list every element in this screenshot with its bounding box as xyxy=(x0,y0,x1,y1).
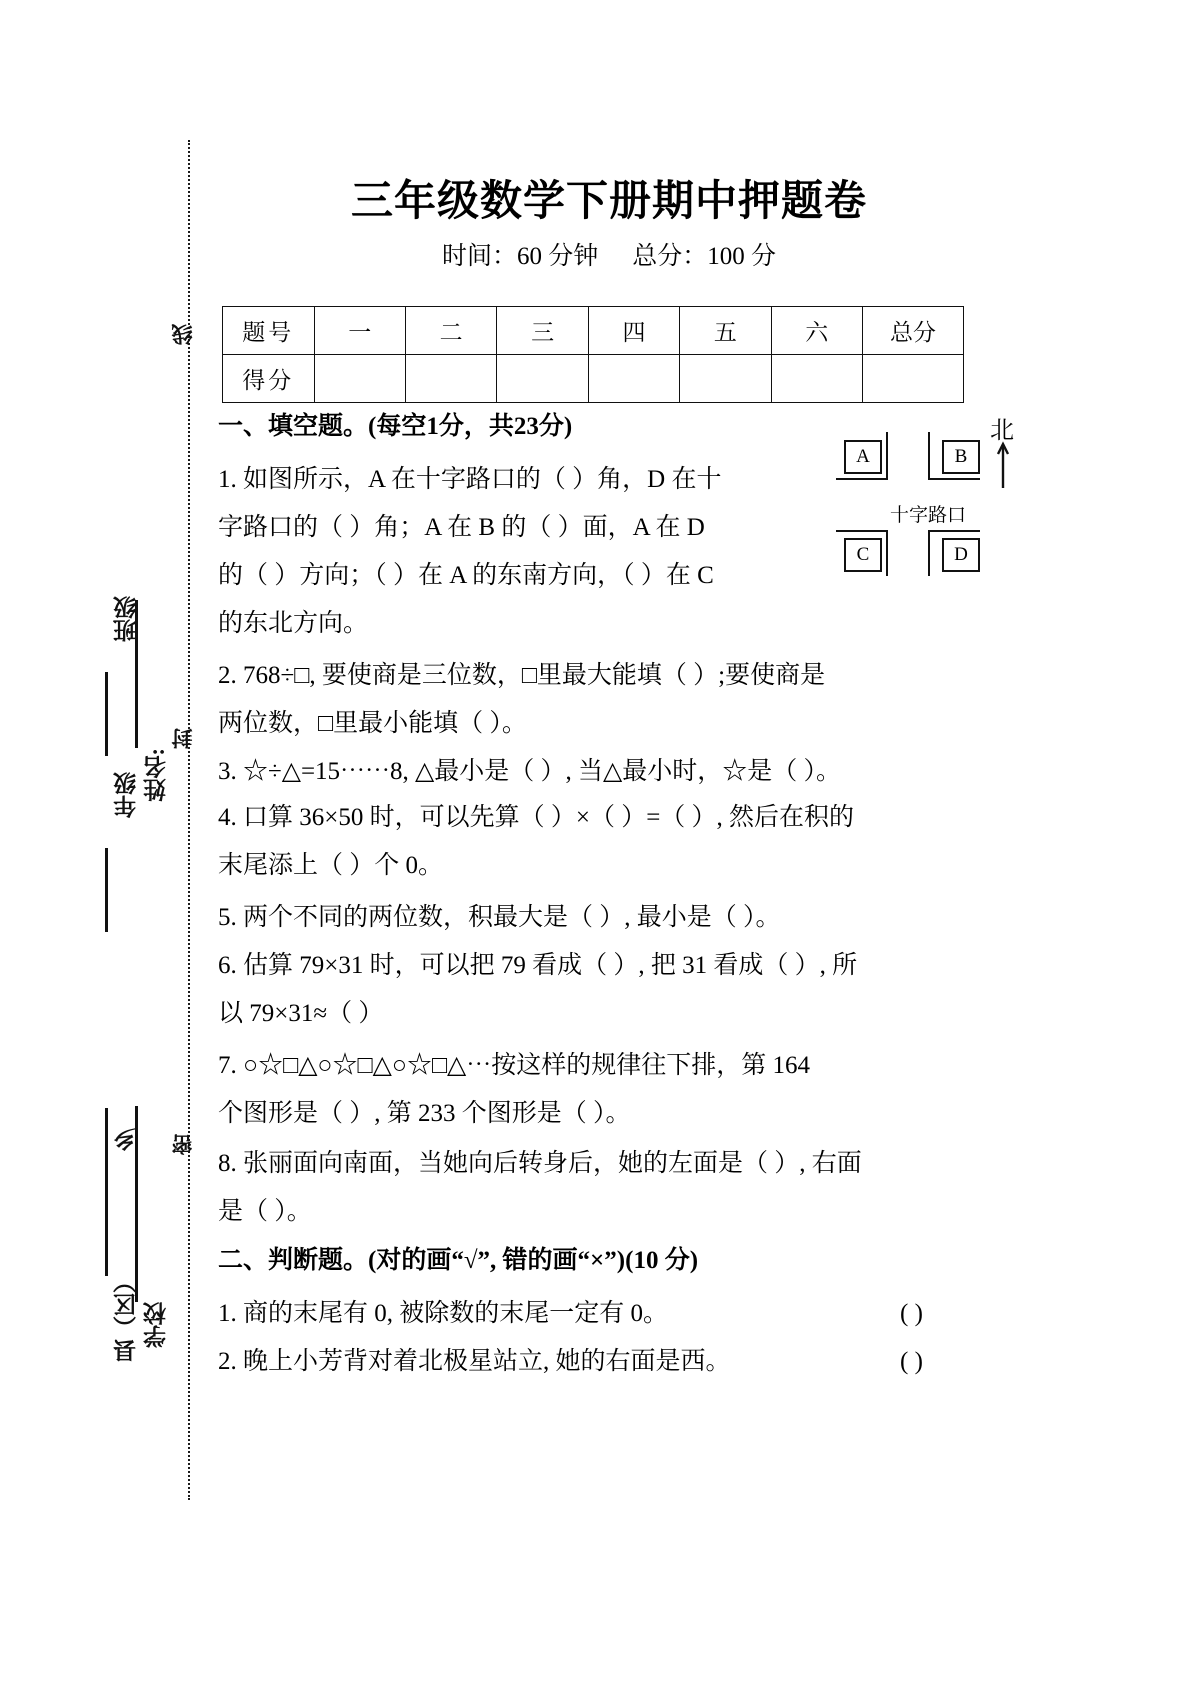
page-title: 三年级数学下册期中押题卷 xyxy=(350,179,867,225)
score-cell-2[interactable] xyxy=(405,355,496,403)
score-table-row-label-score: 得分 xyxy=(223,355,315,403)
table-row-header xyxy=(223,307,964,355)
table-row-score xyxy=(223,355,964,403)
question-1-line-2: 字路口的（ ）角；A 在 B 的（ ）面，A 在 D xyxy=(218,514,705,541)
question-8-line-1: 8. 张丽面向南面，当她向后转身后，她的左面是（ ）, 右面 xyxy=(218,1150,862,1177)
field-rule-school xyxy=(135,1106,138,1302)
score-col-4: 四 xyxy=(588,307,679,355)
figure-caption: 十字路口 xyxy=(889,505,966,526)
north-label: 北 xyxy=(990,418,1014,444)
field-rule-name xyxy=(135,600,138,748)
question-6-line-1: 6. 估算 79×31 时，可以把 79 看成（ ）, 把 31 看成（ ）, 所 xyxy=(218,952,858,979)
seal-mark-line: 线 xyxy=(171,322,195,345)
exam-meta xyxy=(214,236,1004,272)
score-cell-total[interactable] xyxy=(863,355,964,403)
field-rule-township xyxy=(105,1192,108,1276)
field-label-class: 班级 xyxy=(114,596,139,642)
block-label-d: D xyxy=(942,538,980,572)
field-label-county: 县（区） xyxy=(114,1270,139,1362)
field-label-grade: 年级 xyxy=(114,772,139,818)
field-rule-grade xyxy=(105,848,108,932)
total-score-label: 总分：100 分 xyxy=(632,243,777,270)
seal-margin xyxy=(0,0,200,1684)
score-table xyxy=(222,306,964,403)
field-label-township: 乡 xyxy=(114,1128,139,1151)
score-col-6: 六 xyxy=(771,307,862,355)
crossroads-block-b xyxy=(928,438,980,480)
judgment-question-2: 2. 晚上小芳背对着北极星站立, 她的右面是西。 xyxy=(218,1348,731,1375)
crossroads-block-c xyxy=(836,530,888,572)
score-cell-1[interactable] xyxy=(314,355,405,403)
question-6-line-2: 以 79×31≈（ ） xyxy=(218,1000,384,1027)
score-col-5: 五 xyxy=(680,307,771,355)
question-7-line-2: 个图形是（ ）, 第 233 个图形是（ ）。 xyxy=(218,1100,631,1127)
question-1-line-3: 的（ ）方向；（ ）在 A 的东南方向，（ ）在 C xyxy=(218,562,714,589)
score-cell-3[interactable] xyxy=(497,355,588,403)
block-label-c: C xyxy=(844,538,882,572)
judgment-answer-bracket-2[interactable]: ( ) xyxy=(900,1348,923,1375)
crossroads-block-d xyxy=(928,530,980,572)
field-rule-county xyxy=(105,1108,108,1192)
block-label-b: B xyxy=(942,440,980,474)
score-col-1: 一 xyxy=(314,307,405,355)
question-1-line-1: 1. 如图所示，A 在十字路口的（ ）角，D 在十 xyxy=(218,466,722,493)
score-cell-6[interactable] xyxy=(771,355,862,403)
block-label-a: A xyxy=(844,440,882,474)
score-col-3: 三 xyxy=(497,307,588,355)
question-3-line-1: 3. ☆÷△=15⋯⋯8, △最小是（ ）, 当△最小时，☆是（ ）。 xyxy=(218,758,841,785)
score-cell-4[interactable] xyxy=(588,355,679,403)
question-1-line-4: 的东北方向。 xyxy=(218,610,369,637)
judgment-question-1: 1. 商的末尾有 0, 被除数的末尾一定有 0。 xyxy=(218,1300,669,1327)
score-cell-5[interactable] xyxy=(680,355,771,403)
crossroads-diagram xyxy=(836,438,1016,588)
question-2-line-2: 两位数，□里最小能填（ ）。 xyxy=(218,710,527,737)
field-rule-class xyxy=(105,672,108,756)
time-label: 时间：60 分钟 xyxy=(441,243,599,270)
field-label-school: 学校 xyxy=(144,1302,169,1348)
judgment-answer-bracket-1[interactable]: ( ) xyxy=(900,1300,923,1327)
seal-mark-seal: 封 xyxy=(171,726,195,749)
question-8-line-2: 是（ ）。 xyxy=(218,1198,312,1225)
north-arrow-icon xyxy=(996,440,1010,488)
field-label-name: 姓名: xyxy=(144,748,169,802)
crossroads-block-a xyxy=(836,438,888,480)
question-5-line-1: 5. 两个不同的两位数，积最大是（ ）, 最小是（ ）。 xyxy=(218,904,781,931)
score-col-2: 二 xyxy=(405,307,496,355)
score-col-total: 总分 xyxy=(863,307,964,355)
question-7-line-1: 7. ○☆□△○☆□△○☆□△⋯按这样的规律往下排，第 164 xyxy=(218,1052,811,1079)
section-heading-fill-in-blank: 一、填空题。(每空1分，共23分) xyxy=(218,413,573,440)
score-table-row-label-number: 题号 xyxy=(223,307,315,355)
question-4-line-1: 4. 口算 36×50 时，可以先算（ ）×（ ）=（ ）, 然后在积的 xyxy=(218,804,855,831)
seal-mark-secret: 密 xyxy=(171,1132,195,1155)
question-4-line-2: 末尾添上（ ）个 0。 xyxy=(218,852,444,879)
section-heading-true-false: 二、判断题。(对的画“√”, 错的画“×”)(10 分) xyxy=(218,1247,699,1274)
question-2-line-1: 2. 768÷□, 要使商是三位数，□里最大能填（ ）;要使商是 xyxy=(218,662,826,689)
